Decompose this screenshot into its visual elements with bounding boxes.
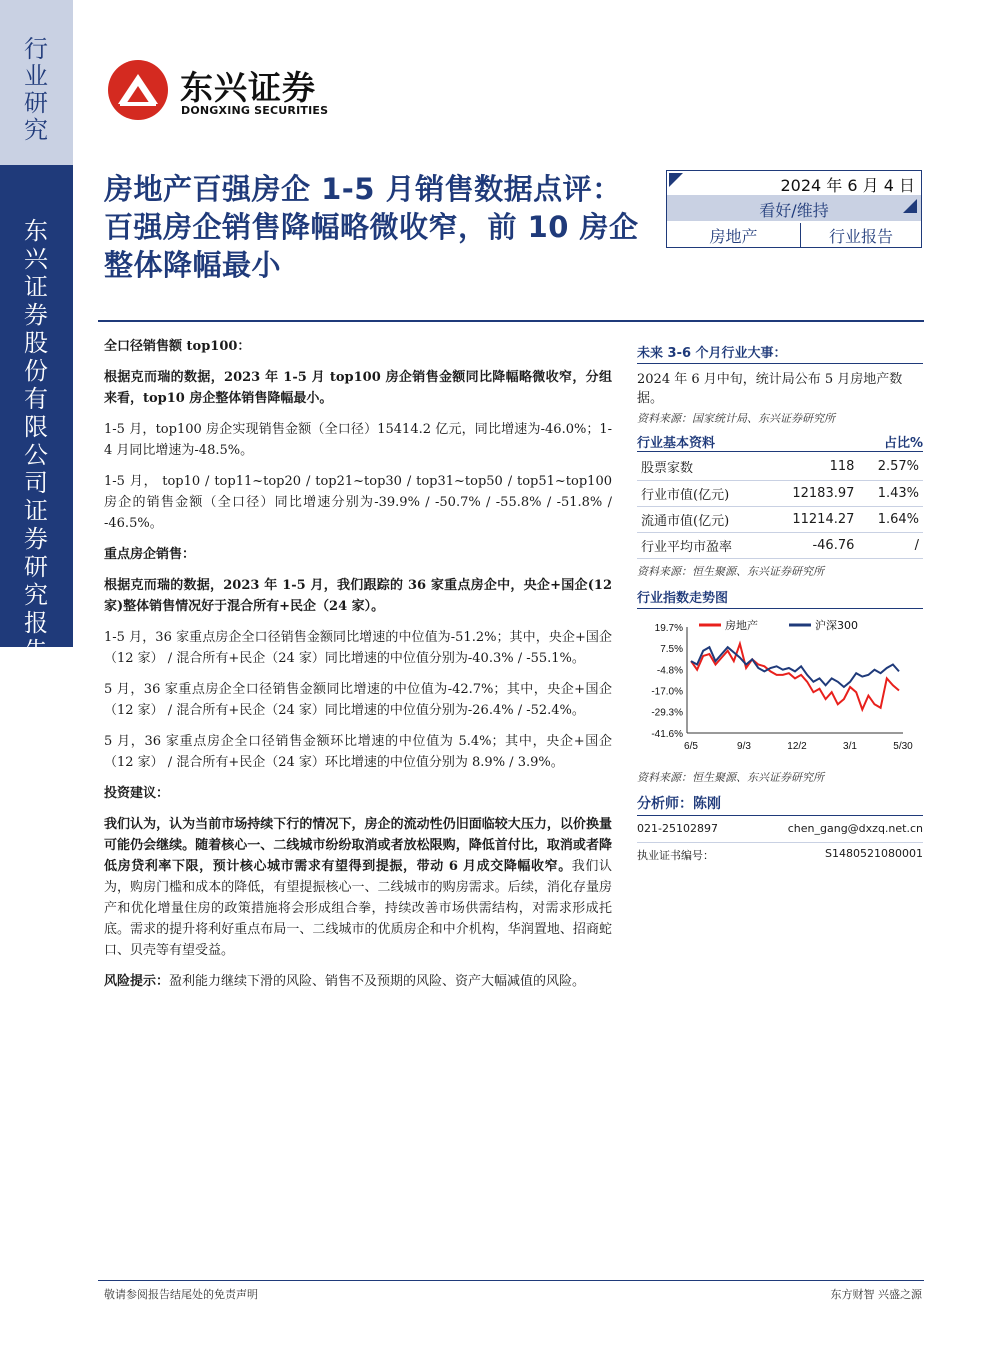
right-column	[637, 342, 923, 862]
risk-paragraph: 风险提示：盈利能力继续下滑的风险、销售不及预期的风险、资产大幅减值的风险。	[104, 974, 586, 989]
paragraph: 我们认为，认为当前市场持续下行的情况下，房企的流动性仍旧面临较大压力，以价换量可能仍会继续。随着核心一、二线城市纷纷取消或者放松限购，降低首付比，取消或者降低房贷利率下限，预计核心城市需求有望得到提振，带动 6 月成交降幅收窄。我们认为，购房门槛和成本的降低，有望提振核心一、二线城市的购房需求。后续，消化存量房产和优化增量住房的政策措施将会形成组合拳，持续改善市场供需结构，对需求形成托底。需求的提升将利好重点布局一、二线城市的优质房企和中介机构，华润置地、招商蛇口、贝壳等有望受益。	[104, 817, 612, 958]
divider	[98, 320, 924, 322]
legend-label: 沪深300	[815, 618, 858, 632]
sector: 房地产	[709, 227, 758, 246]
info-date-row	[667, 171, 921, 195]
report-title: 房地产百强房企 1-5 月销售数据点评：百强房企销售降幅略微收窄，前 10 房企整体降幅最小	[104, 172, 639, 282]
basic-info-pct: /	[858, 532, 923, 558]
index-chart-svg	[637, 617, 923, 767]
basic-info-value: 12183.97	[767, 480, 859, 506]
rating: 看好/维持	[759, 201, 829, 220]
y-tick-label: 7.5%	[660, 643, 683, 655]
x-tick-label: 12/2	[787, 740, 807, 752]
series-line-hs300	[691, 647, 899, 687]
basic-info-label: 流通市值(亿元)	[637, 506, 767, 532]
info-sector-row	[667, 221, 921, 247]
section-heading: 重点房企销售：	[104, 547, 196, 562]
index-chart	[637, 617, 923, 767]
basic-info-value: 11214.27	[767, 506, 859, 532]
analyst-phone: 021-25102897	[637, 821, 718, 835]
basic-info-source: 资料来源：恒生聚源、东兴证券研究所	[637, 564, 824, 578]
paragraph: 1-5 月，top100 房企实现销售金额（全口径）15414.2 亿元，同比增速为-46.0%；1-4 月同比增速为-48.5%。	[104, 422, 612, 458]
x-tick-label: 3/1	[843, 740, 857, 752]
footer-slogan: 东方财智 兴盛之源	[830, 1288, 922, 1301]
analyst-contact	[637, 820, 923, 840]
basic-info-row	[637, 480, 923, 506]
y-tick-label: -41.6%	[651, 728, 683, 740]
logo-name: 东兴证券	[180, 68, 316, 107]
logo-en: DONGXING SECURITIES	[181, 104, 329, 117]
report-type: 行业报告	[828, 227, 893, 246]
logo-mark-icon	[106, 58, 170, 122]
x-tick-label: 5/30	[893, 740, 913, 752]
y-tick-label: -4.8%	[656, 664, 683, 676]
basic-info-pct: 1.43%	[858, 480, 923, 506]
section-heading: 投资建议：	[104, 786, 170, 801]
chart-title: 行业指数走势图	[637, 587, 923, 609]
divider	[800, 223, 801, 247]
corner-triangle-icon	[669, 173, 683, 187]
basic-info-pct: 1.64%	[858, 506, 923, 532]
events-text: 2024 年 6 月中旬，统计局公布 5 月房地产数据。	[637, 372, 903, 406]
report-date: 2024 年 6 月 4 日	[780, 176, 915, 195]
basic-info-row	[637, 532, 923, 558]
x-tick-label: 9/3	[737, 740, 751, 752]
sidebar-top-label: 行业研究	[24, 35, 48, 144]
events-title: 未来 3-6 个月行业大事：	[637, 342, 923, 364]
analyst-cert	[637, 842, 923, 862]
y-tick-label: -29.3%	[651, 707, 683, 719]
paragraph: 根据克而瑞的数据，2023 年 1-5 月 top100 房企销售金额同比降幅略微收窄，分组来看，top10 房企整体销售降幅最小。	[104, 370, 612, 406]
divider	[98, 1280, 924, 1281]
basic-info-row	[637, 454, 923, 480]
x-tick-label: 6/5	[684, 740, 698, 752]
corner-triangle-icon	[903, 199, 917, 213]
chart-source: 资料来源：恒生聚源、东兴证券研究所	[637, 770, 824, 784]
basic-info-value: -46.76	[767, 532, 859, 558]
paragraph: 5 月，36 家重点房企全口径销售金额同比增速的中位值为-42.7%；其中，央企+国企（12 家） / 混合所有+民企（24 家）同比增速的中位值分别为-26.4% / -52.4%。	[104, 682, 612, 718]
paragraph: 根据克而瑞的数据，2023 年 1-5 月，我们跟踪的 36 家重点房企中，央企+国企(12 家)整体销售情况好于混合所有+民企（24 家）。	[104, 578, 612, 614]
basic-info-label: 行业平均市盈率	[637, 532, 767, 558]
sidebar-main	[0, 165, 73, 665]
analyst-title: 分析师：陈刚	[637, 793, 923, 816]
info-rating-row	[667, 195, 921, 221]
basic-info-title: 行业基本资料	[637, 436, 716, 451]
basic-info-pct-label: 占比%	[883, 436, 923, 451]
sidebar-main-label: 东兴证券股份有限公司证券研究报告	[24, 217, 48, 665]
main-column	[104, 336, 612, 1002]
cert-number: S1480521080001	[825, 846, 923, 860]
y-tick-label: 19.7%	[654, 622, 683, 634]
basic-info-header	[637, 432, 923, 452]
legend-label: 房地产	[725, 618, 758, 632]
cert-label: 执业证书编号：	[637, 848, 714, 862]
events-source: 资料来源：国家统计局、东兴证券研究所	[637, 412, 835, 425]
basic-info-pct: 2.57%	[858, 454, 923, 480]
basic-info-table	[637, 454, 923, 559]
logo	[106, 58, 346, 122]
sidebar-top	[0, 0, 73, 165]
paragraph: 5 月，36 家重点房企全口径销售金额环比增速的中位值为 5.4%；其中，央企+国企（12 家） / 混合所有+民企（24 家）环比增速的中位值分别为 8.9% / 3.9%。	[104, 734, 612, 770]
paragraph: 1-5 月，36 家重点房企全口径销售金额同比增速的中位值为-51.2%；其中，央企+国企（12 家） / 混合所有+民企（24 家）同比增速的中位值分别为-40.3% / -55.1%。	[104, 630, 612, 666]
paragraph: 1-5 月， top10 / top11~top20 / top21~top30 / top31~top50 / top51~top100 房企的销售金额（全口径）同比增速分别为-39.9% / -50.7% / -55.8% / -51.8% / -46.5%。	[104, 474, 612, 531]
y-tick-label: -17.0%	[651, 685, 683, 697]
basic-info-label: 股票家数	[637, 454, 767, 480]
basic-info-label: 行业市值(亿元)	[637, 480, 767, 506]
info-box	[666, 170, 922, 248]
basic-info-value: 118	[767, 454, 859, 480]
section-heading: 全口径销售额 top100：	[104, 339, 251, 354]
basic-info-row	[637, 506, 923, 532]
analyst-email[interactable]: chen_gang@dxzq.net.cn	[787, 821, 923, 835]
footer-disclaimer: 敬请参阅报告结尾处的免责声明	[104, 1288, 258, 1301]
